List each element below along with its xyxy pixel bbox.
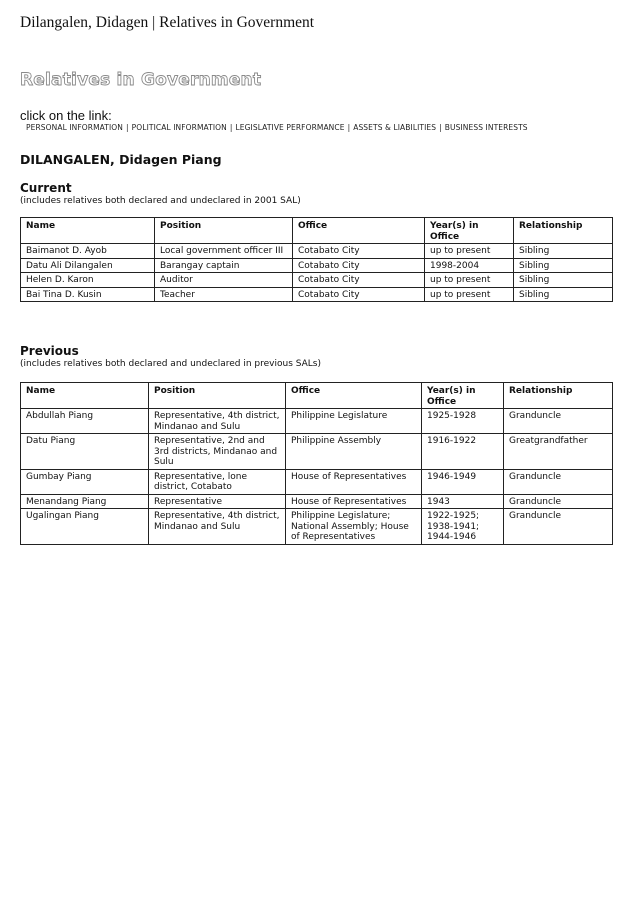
cell-years: 1922-1925; 1938-1941; 1944-1946 [422,509,504,545]
cell-position: Local government officer III [155,244,293,259]
column-header-name: Name [21,383,149,409]
cell-years: up to present [425,273,514,288]
column-header-office: Office [293,218,425,244]
cell-name: Datu Ali Dilangalen [21,258,155,273]
cell-office: Philippine Assembly [286,434,422,470]
cell-relationship: Granduncle [504,509,613,545]
cell-position: Representative, 4th district, Mindanao and Sulu [149,409,286,434]
link-political-information[interactable]: POLITICAL INFORMATION [131,123,227,132]
column-header-relationship: Relationship [504,383,613,409]
previous-relatives-table [20,382,613,545]
cell-name: Abdullah Piang [21,409,149,434]
cell-name: Datu Piang [21,434,149,470]
previous-note: (includes relatives both declared and undeclared in previous SALs) [20,359,321,369]
table-row [21,244,613,259]
cell-office: Philippine Legislature [286,409,422,434]
cell-office: House of Representatives [286,494,422,509]
column-header-relationship: Relationship [514,218,613,244]
cell-years: 1943 [422,494,504,509]
link-assets-liabilities[interactable]: ASSETS & LIABILITIES [353,123,437,132]
table-row [21,258,613,273]
table-row [21,434,613,470]
link-business-interests[interactable]: BUSINESS INTERESTS [444,123,528,132]
cell-years: 1946-1949 [422,469,504,494]
cell-office: House of Representatives [286,469,422,494]
cell-office: Philippine Legislature; National Assembly; House of Representatives [286,509,422,545]
link-separator: | [439,123,442,132]
cell-years: up to present [425,244,514,259]
cell-position: Representative, 4th district, Mindanao and Sulu [149,509,286,545]
link-legislative-performance[interactable]: LEGISLATIVE PERFORMANCE [235,123,345,132]
column-header-position: Position [155,218,293,244]
cell-relationship: Sibling [514,273,613,288]
cell-name: Helen D. Karon [21,273,155,288]
cell-position: Representative [149,494,286,509]
cell-years: up to present [425,287,514,302]
cell-office: Cotabato City [293,287,425,302]
cell-relationship: Sibling [514,258,613,273]
table-row [21,409,613,434]
cell-office: Cotabato City [293,273,425,288]
section-heading: Relatives in Government [20,70,262,90]
column-header-years: Year(s) in Office [422,383,504,409]
current-relatives-table [20,217,613,302]
table-row [21,287,613,302]
column-header-office: Office [286,383,422,409]
cell-relationship: Sibling [514,244,613,259]
current-title: Current [20,181,72,195]
column-header-name: Name [21,218,155,244]
cell-name: Gumbay Piang [21,469,149,494]
table-header-row [21,383,613,409]
current-note: (includes relatives both declared and undeclared in 2001 SAL) [20,196,301,206]
cell-office: Cotabato City [293,244,425,259]
column-header-years: Year(s) in Office [425,218,514,244]
cell-name: Baimanot D. Ayob [21,244,155,259]
cell-relationship: Granduncle [504,409,613,434]
link-separator: | [126,123,129,132]
cell-position: Teacher [155,287,293,302]
cell-years: 1998-2004 [425,258,514,273]
page-header: Dilangalen, Didagen | Relatives in Government [20,14,315,31]
cell-position: Representative, 2nd and 3rd districts, Mindanao and Sulu [149,434,286,470]
table-row [21,469,613,494]
cell-relationship: Granduncle [504,494,613,509]
cell-relationship: Greatgrandfather [504,434,613,470]
person-name: DILANGALEN, Didagen Piang [20,152,222,167]
cell-name: Menandang Piang [21,494,149,509]
cell-name: Ugalingan Piang [21,509,149,545]
nav-link-bar [26,123,528,132]
table-row [21,494,613,509]
link-separator: | [347,123,351,132]
cell-relationship: Granduncle [504,469,613,494]
column-header-position: Position [149,383,286,409]
click-instruction: click on the link: [20,108,112,123]
link-separator: | [229,123,233,132]
link-personal-information[interactable]: PERSONAL INFORMATION [26,123,124,132]
table-row [21,509,613,545]
previous-title: Previous [20,344,79,358]
cell-relationship: Sibling [514,287,613,302]
table-row [21,273,613,288]
cell-position: Representative, lone district, Cotabato [149,469,286,494]
cell-years: 1925-1928 [422,409,504,434]
cell-office: Cotabato City [293,258,425,273]
cell-position: Barangay captain [155,258,293,273]
cell-name: Bai Tina D. Kusin [21,287,155,302]
cell-years: 1916-1922 [422,434,504,470]
table-header-row [21,218,613,244]
cell-position: Auditor [155,273,293,288]
